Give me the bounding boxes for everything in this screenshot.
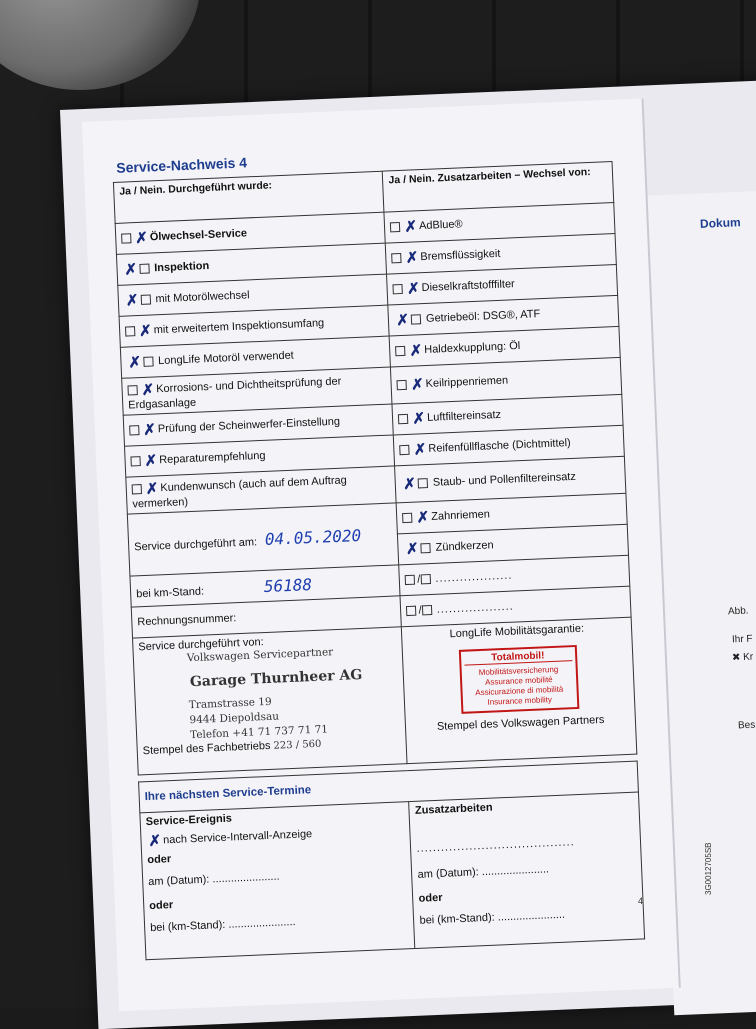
- checkbox: [132, 484, 142, 494]
- checkbox: [121, 233, 131, 243]
- cross-mark: ✗: [405, 249, 419, 267]
- right-item-12: / ...................: [400, 586, 631, 627]
- cross-mark: ✗: [413, 441, 427, 459]
- checkbox: [397, 380, 407, 390]
- service-date-cell: Service durchgeführt am: 04.05.2020: [127, 503, 399, 576]
- cross-mark: ✗: [406, 280, 421, 298]
- left-item-5: ✗Korrosions- und Dichtheitsprüfung der Erdgasanlage: [122, 367, 393, 415]
- right-item-10: ✗ Zündkerzen: [398, 524, 629, 565]
- invoice-cell: Rechnungsnummer:: [131, 596, 402, 638]
- cross-mark: ✗: [148, 832, 162, 851]
- right-item-9: ✗Zahnriemen: [397, 493, 628, 534]
- right-item-3: ✗ Getriebeöl: DSG®, ATF: [388, 295, 619, 336]
- left-item-2: ✗ mit Motorölwechsel: [118, 274, 389, 316]
- left-item-7: ✗Reparaturempfehlung: [124, 435, 395, 477]
- right-item-4: ✗Haldexkupplung: Öl: [390, 326, 621, 367]
- checkbox: [130, 456, 140, 466]
- workshop-stamp: Volkswagen Servicepartner Garage Thurnheer AG Tramstrasse 19 9444 Diepoldsau Telefon +41 71 737 71 71: [186, 646, 363, 742]
- cross-mark: ✗: [416, 509, 430, 527]
- right-item-0: ✗AdBlue®: [384, 203, 615, 244]
- left-item-6: ✗Prüfung der Scheinwerfer-Einstellung: [123, 404, 394, 446]
- right-page-title: Dokum: [699, 215, 741, 231]
- workshop-stamp-cell: Service durchgeführt von: Volkswagen Servicepartner Garage Thurnheer AG Tramstrasse 19 9444 Diepoldsau Telefon +41 71 737 71 71 Stempel des Fachbetriebs 223 / 560: [133, 627, 408, 775]
- right-item-2: ✗Dieselkraftstofffilter: [387, 264, 618, 305]
- next-title-cell: Ihre nächsten Service-Termine: [139, 761, 639, 813]
- cross-mark: ✗: [145, 480, 159, 498]
- km-cell: bei km-Stand: 56188: [130, 565, 401, 607]
- right-item-7: ✗Reifenfüllflasche (Dichtmittel): [394, 425, 625, 466]
- cross-mark: ✗: [410, 376, 425, 394]
- checkbox: [421, 605, 431, 615]
- service-form: [112, 139, 645, 960]
- checkbox: [405, 575, 415, 585]
- right-item-8: ✗ Staub- und Pollenfiltereinsatz: [395, 456, 626, 503]
- left-item-3: ✗mit erweitertem Inspektionsumfang: [119, 305, 390, 347]
- right-kr-label: ✖ Kr: [731, 651, 754, 664]
- checkbox: [390, 222, 400, 232]
- checkbox: [393, 284, 403, 294]
- right-ihr-label: Ihr F: [731, 633, 753, 646]
- right-item-1: ✗Bremsflüssigkeit: [386, 234, 617, 275]
- next-extra-cell: Zusatzarbeiten ....................................... am (Datum): ...................... oder bei (km-Stand): ......................: [409, 792, 645, 948]
- cross-mark: ✗: [141, 381, 155, 399]
- right-abb-label: Abb.: [727, 605, 749, 618]
- cross-mark: ✗: [402, 475, 417, 494]
- checkbox: [420, 574, 430, 584]
- checkbox: [402, 513, 412, 523]
- cross-mark: ✗: [125, 292, 139, 310]
- cross-mark: ✗: [409, 342, 423, 360]
- checkbox: [125, 326, 135, 336]
- cross-mark: ✗: [404, 218, 418, 236]
- left-item-0: ✗Ölwechsel-Service: [115, 212, 386, 254]
- right-item-6: ✗Luftfiltereinsatz: [392, 394, 623, 435]
- checkbox: [400, 445, 410, 455]
- checkbox: [420, 543, 430, 553]
- page-code: 3G0012705SB: [704, 842, 713, 895]
- km-value: 56188: [263, 574, 313, 596]
- cross-mark: ✗: [142, 421, 157, 439]
- checkbox: [406, 606, 416, 616]
- partner-stamp-cell: LongLife Mobilitätsgarantie: Totalmobil! Mobilitätsversicherung Assurance mobilité Assicurazione di mobilità Insurance mobility Stempel des Volkswagen Partners: [402, 617, 637, 763]
- form-title: Service-Nachweis 4: [115, 154, 248, 176]
- left-item-1: ✗ Inspektion: [116, 243, 387, 285]
- checkbox: [392, 253, 402, 263]
- cross-mark: ✗: [405, 540, 419, 559]
- cross-mark: ✗: [412, 410, 426, 428]
- cross-mark: ✗: [128, 353, 142, 372]
- checkbox: [396, 346, 406, 356]
- page-number: 4: [638, 896, 644, 906]
- cross-mark: ✗: [144, 452, 158, 470]
- right-item-5: ✗Keilrippenriemen: [391, 357, 622, 404]
- checkbox: [411, 314, 421, 324]
- cross-mark: ✗: [134, 229, 149, 248]
- cross-mark: ✗: [396, 311, 410, 330]
- checkbox: [129, 425, 139, 435]
- next-service-table: [138, 761, 645, 961]
- right-bes-label: Bes: [737, 719, 756, 732]
- checkbox: [140, 295, 150, 305]
- cross-mark: ✗: [138, 322, 153, 341]
- right-item-11: / ...................: [399, 555, 630, 596]
- totalmobil-stamp: Totalmobil! Mobilitätsversicherung Assurance mobilité Assicurazione di mobilità Insurance mobility: [459, 645, 580, 714]
- next-event-cell: Service-Ereignis ✗nach Service-Intervall-Anzeige oder am (Datum): ...................... oder bei (km-Stand): ......................: [140, 802, 415, 960]
- checkbox: [418, 478, 428, 488]
- left-item-4: ✗ LongLife Motoröl verwendet: [120, 336, 391, 378]
- service-table: [113, 161, 637, 775]
- service-date-value: 04.05.2020: [264, 525, 362, 549]
- cross-mark: ✗: [124, 261, 138, 279]
- left-item-8: ✗Kundenwunsch (auch auf dem Auftrag vermerken): [126, 466, 397, 514]
- checkbox: [139, 264, 149, 274]
- checkbox: [398, 414, 408, 424]
- checkbox: [127, 385, 137, 395]
- header-left: Ja / Nein. Durchgeführt wurde:: [113, 171, 384, 223]
- header-right: Ja / Nein. Zusatzarbeiten – Wechsel von:: [383, 162, 614, 213]
- checkbox: [143, 356, 153, 366]
